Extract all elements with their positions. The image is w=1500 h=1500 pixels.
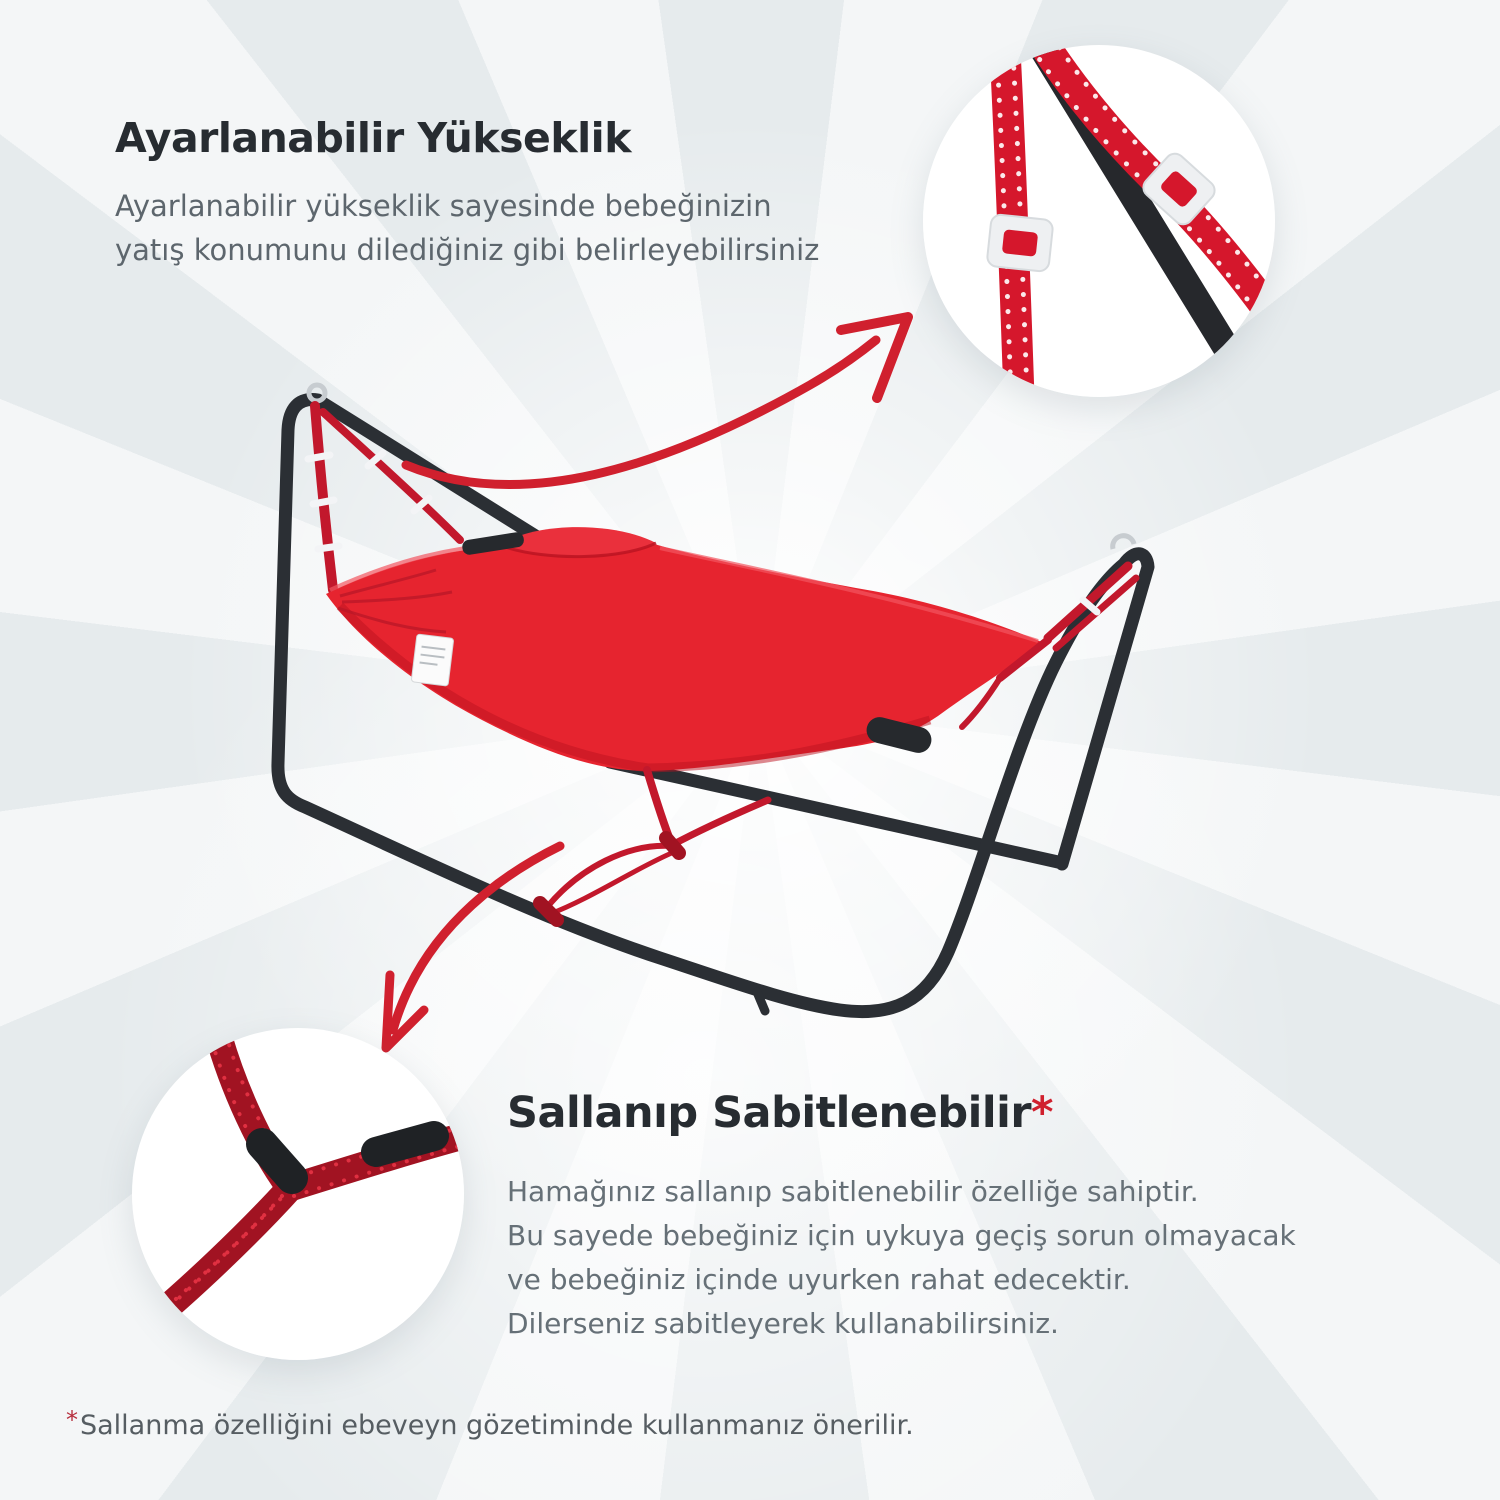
description-line: Ayarlanabilir yükseklik sayesinde bebeğinizin [115, 189, 772, 223]
strap-buckle-detail [923, 45, 1275, 397]
asterisk-mark: * [1031, 1088, 1054, 1138]
description-line: Bu sayede bebeğiniz için uykuya geçiş sorun olmayacak [507, 1219, 1296, 1252]
detail-inset-strap-junction [132, 1028, 464, 1360]
description-line: Hamağınız sallanıp sabitlenebilir özelliğe sahiptir. [507, 1175, 1199, 1208]
footnote [66, 1406, 914, 1441]
feature-title-adjustable-height: Ayarlanabilir Yükseklik [115, 114, 631, 162]
feature-title-swing-lock [507, 1088, 1053, 1138]
asterisk-mark: * [66, 1406, 78, 1434]
description-line: ve bebeğiniz içinde uyurken rahat edecektir. [507, 1263, 1131, 1296]
care-label [411, 634, 454, 686]
footnote-text: Sallanma özelliğini ebeveyn gözetiminde kullanmanız önerilir. [80, 1410, 914, 1441]
strap-junction-detail [132, 1028, 464, 1360]
buckle-icon [986, 214, 1053, 272]
description-line: yatış konumunu dilediğiniz gibi belirleyebilirsiniz [115, 233, 820, 267]
description-line: Dilerseniz sabitleyerek kullanabilirsiniz. [507, 1307, 1059, 1340]
curved-arrow-up-right-icon [406, 317, 908, 485]
hammock-bed [326, 527, 1044, 771]
curved-arrow-down-left-icon [386, 846, 560, 1048]
feature-description-swing-lock [507, 1170, 1296, 1346]
feature-description-adjustable-height [115, 184, 819, 272]
feature-title-text: Sallanıp Sabitlenebilir [507, 1088, 1032, 1138]
detail-inset-strap-buckles [923, 45, 1275, 397]
